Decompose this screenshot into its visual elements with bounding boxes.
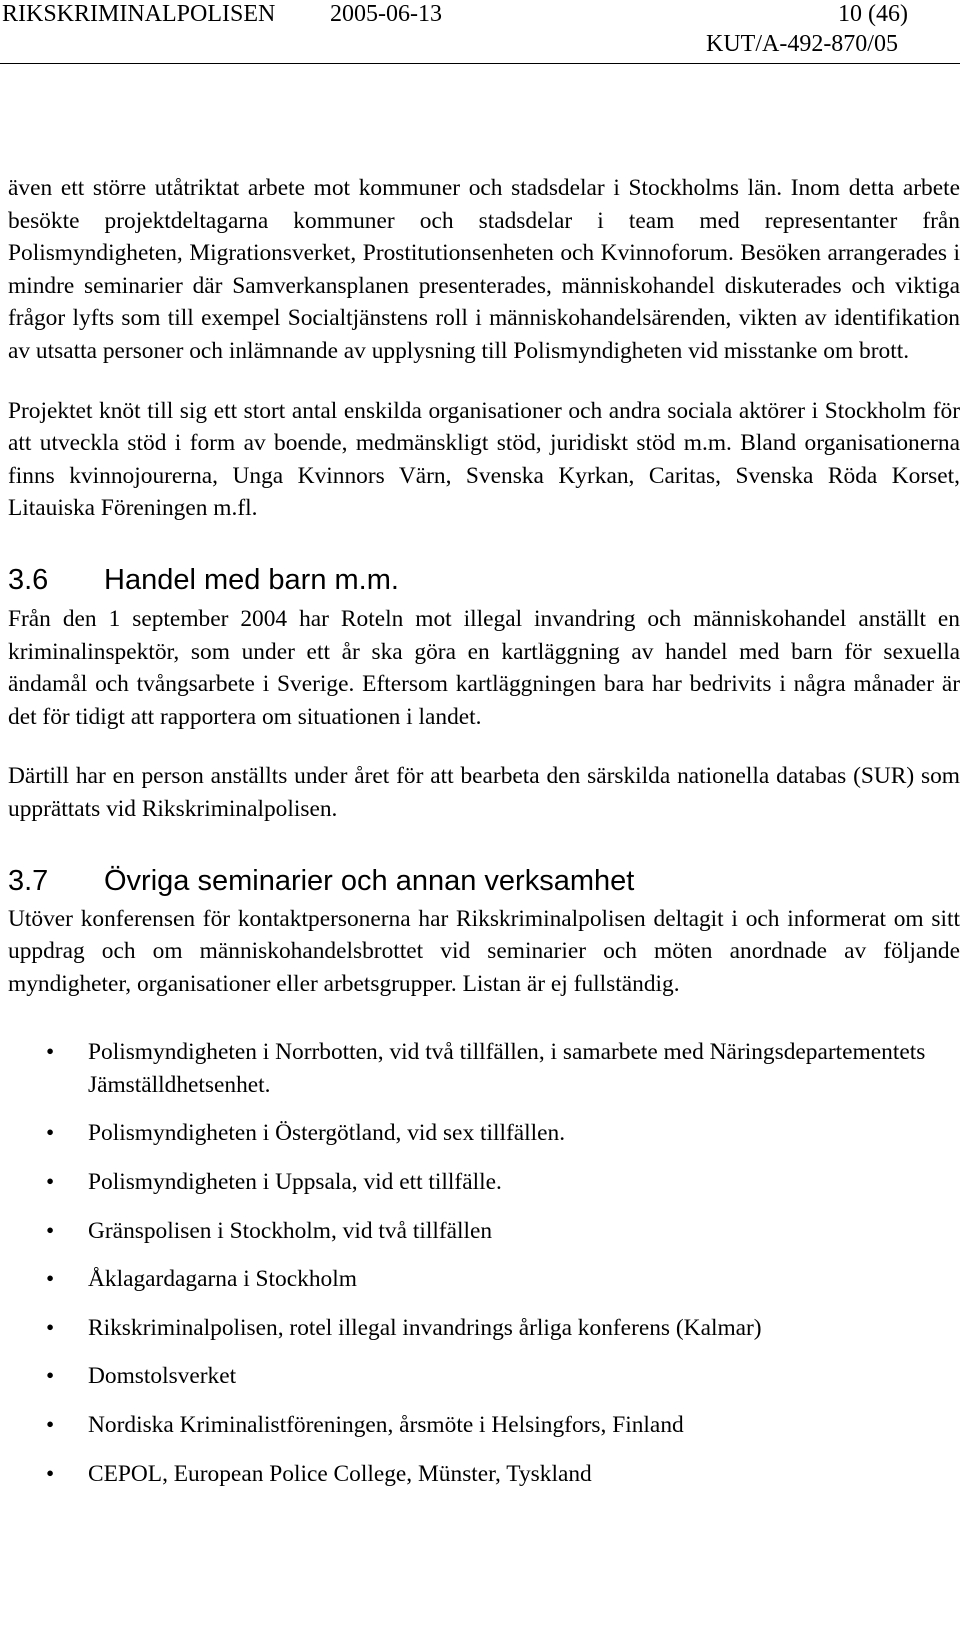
- list-item-text: Domstolsverket: [88, 1363, 237, 1390]
- list-item: [8, 1215, 960, 1248]
- paragraph-organisations: Projektet knöt till sig ett stort antal enskilda organisationer och andra sociala aktörer i Stockholm för att utveckla stöd i form av boende, medmänskligt stöd, juridiskt stöd m.m. Bland organisationerna finns kvinnojourerna, Unga Kvinnors Värn, Svenska Kyrkan, Caritas, Svenska Röda Korset, Litauiska Föreningen m.fl.: [8, 397, 960, 522]
- document-body: [8, 172, 960, 1506]
- section-heading-3-6: [8, 562, 960, 598]
- header-reference: KUT/A-492-870/05: [706, 31, 898, 57]
- paragraph-child-trafficking: Från den 1 september 2004 har Roteln mot illegal invandring och människohandel anställt en kriminalinspektör, som under ett år ska göra en kartläggning av handel med barn för sexuella ändamål och tvångsarbete i Sverige. Eftersom kartläggningen bara har bedrivits i några månader är det för tidigt att rapportera om situationen i landet.: [8, 605, 960, 730]
- list-item: [8, 1263, 960, 1296]
- paragraph-database: Därtill har en person anställts under året för att bearbeta den särskilda nationella databas (SUR) som upprättats vid Rikskriminalpolisen.: [8, 763, 960, 822]
- list-item-text: Polismyndigheten i Uppsala, vid ett tillfälle.: [88, 1169, 502, 1196]
- list-item: [8, 1117, 960, 1150]
- list-item-text: Polismyndigheten i Norrbotten, vid två tillfällen, i samarbete med Näringsdepartementets Jämställdhetsenhet.: [88, 1039, 926, 1098]
- bullet-icon: •: [46, 1039, 55, 1066]
- list-item: [8, 1312, 960, 1345]
- list-item-text: Nordiska Kriminalistföreningen, årsmöte i Helsingfors, Finland: [88, 1412, 684, 1439]
- list-item: [8, 1166, 960, 1199]
- header-organization: RIKSKRIMINALPOLISEN: [2, 1, 276, 27]
- section-number: 3.7: [8, 864, 49, 897]
- section-title: Handel med barn m.m.: [104, 563, 399, 596]
- header-page-number: 10 (46): [838, 1, 908, 27]
- list-item-text: Polismyndigheten i Östergötland, vid sex tillfällen.: [88, 1120, 566, 1147]
- section-number: 3.6: [8, 563, 49, 596]
- bullet-icon: •: [46, 1314, 55, 1341]
- bullet-icon: •: [46, 1363, 55, 1390]
- paragraph-intro: även ett större utåtriktat arbete mot kommuner och stadsdelar i Stockholms län. Inom detta arbete besökte projektdeltagarna kommuner och stadsdelar i team med representanter från Polismyndigheten, Migrationsverket, Prostitutionsenheten och Kvinnoforum. Besöken arrangerades i mindre seminarier där Samverkansplanen presenterades, människohandel diskuterades och viktiga frågor lyfts som till exempel Socialtjänstens roll i människohandelsärenden, vikten av identifikation av utsatta personer och inlämnande av upplysning till Polismyndigheten vid misstanke om brott.: [8, 175, 960, 364]
- list-item: [8, 1036, 960, 1101]
- bullet-icon: •: [46, 1266, 55, 1293]
- bullet-icon: •: [46, 1217, 55, 1244]
- list-item-text: Gränspolisen i Stockholm, vid två tillfällen: [88, 1217, 493, 1244]
- list-item-text: Rikskriminalpolisen, rotel illegal invandrings årliga konferens (Kalmar): [88, 1314, 762, 1341]
- page-header: [0, 0, 960, 66]
- list-item: [8, 1409, 960, 1442]
- header-divider: [0, 63, 960, 64]
- section-title: Övriga seminarier och annan verksamhet: [104, 864, 635, 897]
- list-item: [8, 1458, 960, 1491]
- bullet-icon: •: [46, 1120, 55, 1147]
- paragraph-seminars: Utöver konferensen för kontaktpersonerna har Rikskriminalpolisen deltagit i och informerat om sitt uppdrag och om människohandelsbrottet vid seminarier och möten anordnade av följande myndigheter, organisationer eller arbetsgrupper. Listan är ej fullständig.: [8, 905, 960, 997]
- seminar-list: [8, 1036, 960, 1490]
- list-item: [8, 1360, 960, 1393]
- header-date: 2005-06-13: [330, 1, 442, 27]
- section-heading-3-7: [8, 863, 960, 899]
- list-item-text: CEPOL, European Police College, Münster, Tyskland: [88, 1460, 592, 1487]
- list-item-text: Åklagardagarna i Stockholm: [88, 1266, 357, 1293]
- bullet-icon: •: [46, 1169, 55, 1196]
- bullet-icon: •: [46, 1460, 55, 1487]
- bullet-icon: •: [46, 1412, 55, 1439]
